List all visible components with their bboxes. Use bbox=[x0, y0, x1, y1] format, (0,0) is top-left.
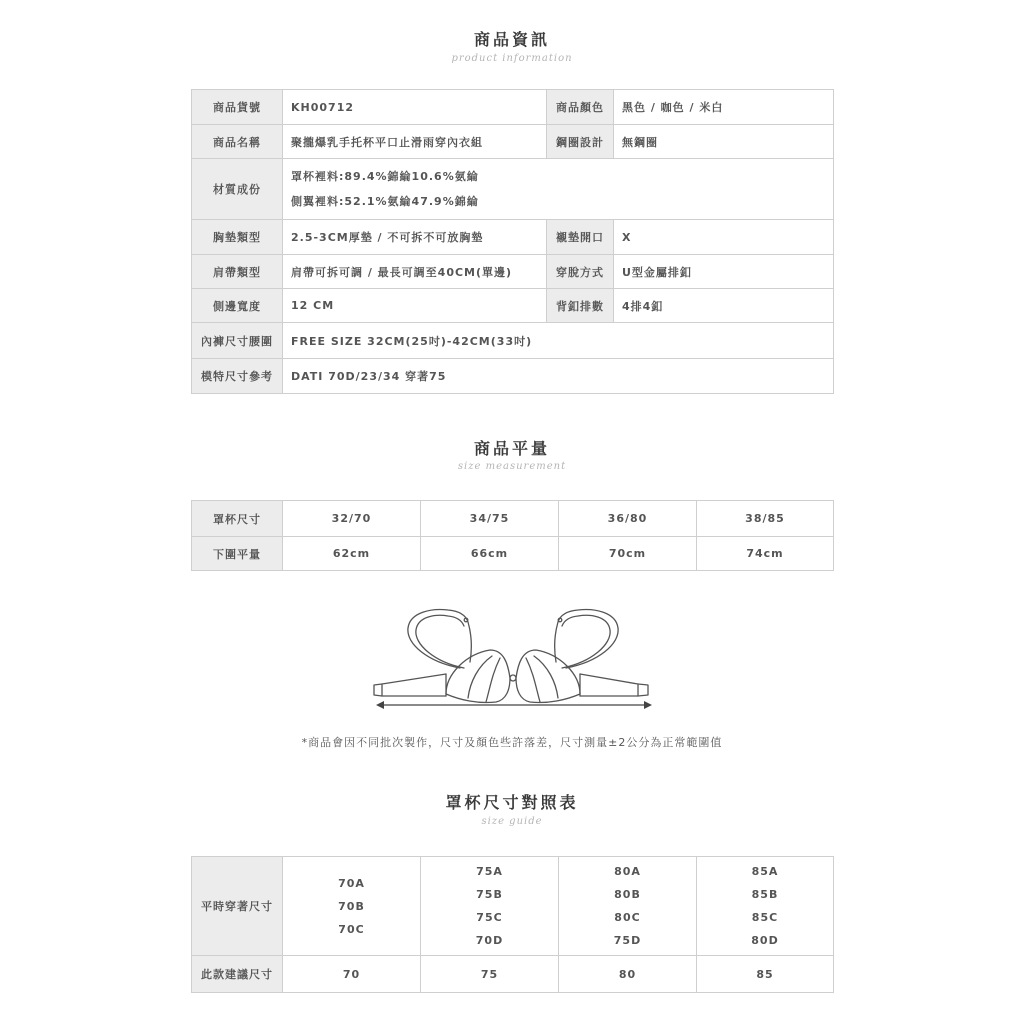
underbust-cell: 70cm bbox=[559, 537, 697, 571]
size-item: 80B bbox=[614, 888, 641, 901]
size-item: 80D bbox=[751, 934, 779, 947]
underbust-cell: 66cm bbox=[421, 537, 559, 571]
name-label: 商品名稱 bbox=[192, 125, 283, 159]
size-item: 85A bbox=[751, 865, 779, 878]
guide-title: 罩杯尺寸對照表 bbox=[445, 793, 579, 812]
material-label: 材質成份 bbox=[192, 159, 283, 220]
size-item: 75A bbox=[476, 865, 503, 878]
sku-value: KH00712 bbox=[283, 90, 547, 125]
measurement-note: *商品會因不同批次製作，尺寸及顏色些許落差，尺寸測量±2公分為正常範圍值 bbox=[301, 736, 723, 749]
wire-label: 鋼圈設計 bbox=[547, 125, 614, 159]
wear-value: U型金屬排釦 bbox=[614, 255, 834, 289]
underbust-cell: 62cm bbox=[283, 537, 421, 571]
wire-value: 無鋼圈 bbox=[614, 125, 834, 159]
guide-subtitle: size guide bbox=[481, 816, 543, 827]
material-line-1: 罩杯裡料:89.4%錦綸10.6%氨綸 bbox=[291, 170, 479, 183]
cup-size-label: 罩杯尺寸 bbox=[192, 501, 283, 537]
size-item: 75B bbox=[476, 888, 503, 901]
usual-size-cell bbox=[697, 857, 834, 956]
strap-value: 肩帶可拆可調 / 最長可調至40CM(單邊) bbox=[283, 255, 547, 289]
info-table bbox=[191, 89, 834, 394]
hook-label: 背釦排數 bbox=[547, 289, 614, 323]
size-item: 70C bbox=[338, 922, 365, 936]
size-cell: 32/70 bbox=[283, 501, 421, 537]
size-item: 70D bbox=[475, 934, 504, 947]
info-subtitle: product information bbox=[451, 53, 573, 64]
opening-value: X bbox=[614, 220, 834, 255]
model-value: DATI 70D/23/34 穿著75 bbox=[283, 359, 834, 394]
suggest-size-cell: 75 bbox=[421, 956, 559, 993]
sku-label: 商品貨號 bbox=[192, 90, 283, 125]
hook-value: 4排4釦 bbox=[614, 289, 834, 323]
waist-label: 內褲尺寸腰圍 bbox=[192, 323, 283, 359]
color-label: 商品顏色 bbox=[547, 90, 614, 125]
info-title: 商品資訊 bbox=[473, 30, 550, 49]
suggest-size-cell: 85 bbox=[697, 956, 834, 993]
bra-measurement-illustration bbox=[368, 604, 658, 714]
size-item: 80A bbox=[614, 865, 641, 878]
pad-label: 胸墊類型 bbox=[192, 220, 283, 255]
size-item: 75D bbox=[613, 934, 642, 947]
material-value bbox=[283, 159, 834, 220]
size-cell: 36/80 bbox=[559, 501, 697, 537]
size-item: 75C bbox=[476, 911, 503, 924]
size-item: 70A bbox=[338, 876, 365, 890]
color-value: 黑色 / 咖色 / 米白 bbox=[614, 90, 834, 125]
material-line-2: 側翼裡料:52.1%氨綸47.9%錦綸 bbox=[291, 195, 479, 208]
waist-value: FREE SIZE 32CM(25吋)-42CM(33吋) bbox=[283, 323, 834, 359]
side-label: 側邊寬度 bbox=[192, 289, 283, 323]
guide-table bbox=[191, 856, 834, 993]
side-value: 12 CM bbox=[283, 289, 547, 323]
strap-label: 肩帶類型 bbox=[192, 255, 283, 289]
wear-label: 穿脫方式 bbox=[547, 255, 614, 289]
size-cell: 38/85 bbox=[697, 501, 834, 537]
usual-size-cell bbox=[283, 857, 421, 956]
size-item: 85B bbox=[751, 888, 779, 901]
measure-title: 商品平量 bbox=[473, 439, 550, 458]
usual-size-cell bbox=[421, 857, 559, 956]
measure-subtitle: size measurement bbox=[457, 461, 567, 472]
size-item: 85C bbox=[751, 911, 779, 924]
opening-label: 襯墊開口 bbox=[547, 220, 614, 255]
underbust-label: 下圍平量 bbox=[192, 537, 283, 571]
suggest-size-label: 此款建議尺寸 bbox=[192, 956, 283, 993]
pad-value: 2.5-3CM厚墊 / 不可拆不可放胸墊 bbox=[283, 220, 547, 255]
suggest-size-cell: 70 bbox=[283, 956, 421, 993]
size-cell: 34/75 bbox=[421, 501, 559, 537]
usual-size-cell bbox=[559, 857, 697, 956]
usual-size-label: 平時穿著尺寸 bbox=[192, 857, 283, 956]
size-item: 70B bbox=[338, 899, 365, 913]
model-label: 模特尺寸參考 bbox=[192, 359, 283, 394]
size-item: 80C bbox=[614, 911, 641, 924]
suggest-size-cell: 80 bbox=[559, 956, 697, 993]
name-value: 聚攏爆乳手托杯平口止滑雨穿內衣組 bbox=[283, 125, 547, 159]
underbust-cell: 74cm bbox=[697, 537, 834, 571]
measure-table bbox=[191, 500, 834, 571]
